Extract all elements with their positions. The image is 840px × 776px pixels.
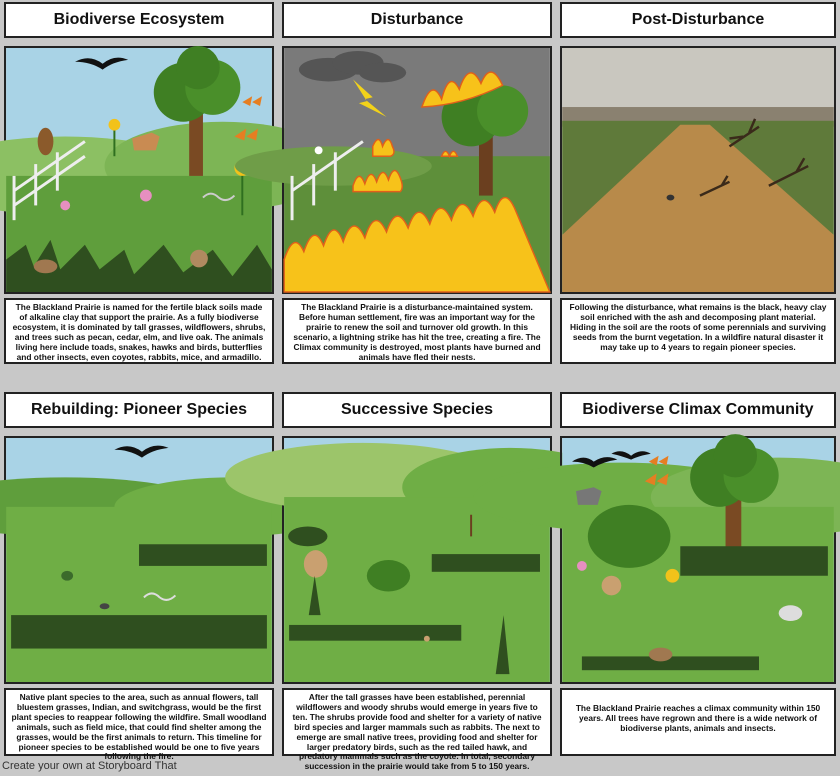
seed-icon <box>667 195 675 201</box>
panel-caption: The Blackland Prairie reaches a climax community within 150 years. All trees have regrown and there is a wide network of biodiverse plants, animals and insects. <box>560 688 836 756</box>
tall-grass-icon <box>432 554 540 572</box>
field-mouse-icon <box>100 603 110 609</box>
panel-title: Post-Disturbance <box>560 2 836 38</box>
footer-credit[interactable]: Create your own at Storyboard That <box>2 760 177 772</box>
tall-grass-icon <box>680 546 828 576</box>
panel-title: Disturbance <box>282 2 552 38</box>
panel-title: Successive Species <box>282 392 552 428</box>
panel-caption: Following the disturbance, what remains is the black, heavy clay soil enriched with the ash and decomposing plant material. Hiding in the soil are the roots of some perennials and surviving seeds from the burnt vegetation. In a wildfire natural disaster it may take up to 4 years to regain pioneer species. <box>560 298 836 364</box>
egg-icon <box>315 146 323 154</box>
scene-disturbance <box>282 46 552 294</box>
panel-caption: After the tall grasses have been established, perennial wildflowers and woody shrubs would emerge in years five to ten. The shrubs provide food and shelter for a variety of native bird species and larger mammals such as rabbits. The next to emerge are small native trees, providing food and shelter for larger predatory birds, such as the red tailed hawk, and predatory mammals such as the coyote. In total, secondary succession in the prairie would take from 5 to 150 years. <box>282 688 552 756</box>
panel-caption: Native plant species to the area, such as annual flowers, tall bluestem grasses, Indian, and switchgrass, would be the first plant species to reappear following the wildfire. Small woodland animals, such as field mice, that could find shelter among the grasses, would be the first animals to return. This timeline for pioneer species to be established would be one to five years following the fire. <box>4 688 274 756</box>
panel-title: Biodiverse Climax Community <box>560 392 836 428</box>
wildflower-icon <box>577 561 587 571</box>
shrub-icon <box>588 505 671 568</box>
panel-caption: The Blackland Prairie is named for the fertile black soils made of alkaline clay that support the prairie. As a fully biodiverse ecosystem, it is dominated by tall grasses, wildflowers, shrubs, and trees such as pecan, cedar, elm, and live oak. The animals living here include toads, snakes, hawks and birds, butterflies and other insects, even coyotes, rabbits, mice, and armadillo. <box>4 298 274 364</box>
shrub-icon <box>367 560 410 591</box>
opossum-icon <box>779 605 803 621</box>
rabbit-icon <box>190 250 208 268</box>
scene-biodiverse-ecosystem <box>4 46 274 294</box>
rabbit-icon <box>304 550 328 578</box>
scene-climax-community <box>560 436 836 684</box>
rabbit-icon <box>602 576 622 596</box>
tall-grass-icon <box>289 625 461 641</box>
tall-grass-icon <box>582 656 759 670</box>
scene-post-disturbance <box>560 46 836 294</box>
toad-icon <box>34 260 58 274</box>
panel-title: Rebuilding: Pioneer Species <box>4 392 274 428</box>
bird-icon <box>38 128 54 156</box>
toad-icon <box>649 648 673 662</box>
panel-caption: The Blackland Prairie is a disturbance-maintained system. Before human settlement, fire was an important way for the prairie to renew the soil and turnover old growth. In this scenario, a lightning strike has hit the tree, creating a fire. The Climax community is destroyed, most plants have burned and animals have fled their nests. <box>282 298 552 364</box>
tall-grass-icon <box>11 615 267 648</box>
tall-grass-icon <box>139 544 267 566</box>
field-mouse-icon <box>424 636 430 642</box>
sunflower-icon <box>666 569 680 583</box>
scene-successive-species <box>282 436 552 684</box>
panel-title: Biodiverse Ecosystem <box>4 2 274 38</box>
